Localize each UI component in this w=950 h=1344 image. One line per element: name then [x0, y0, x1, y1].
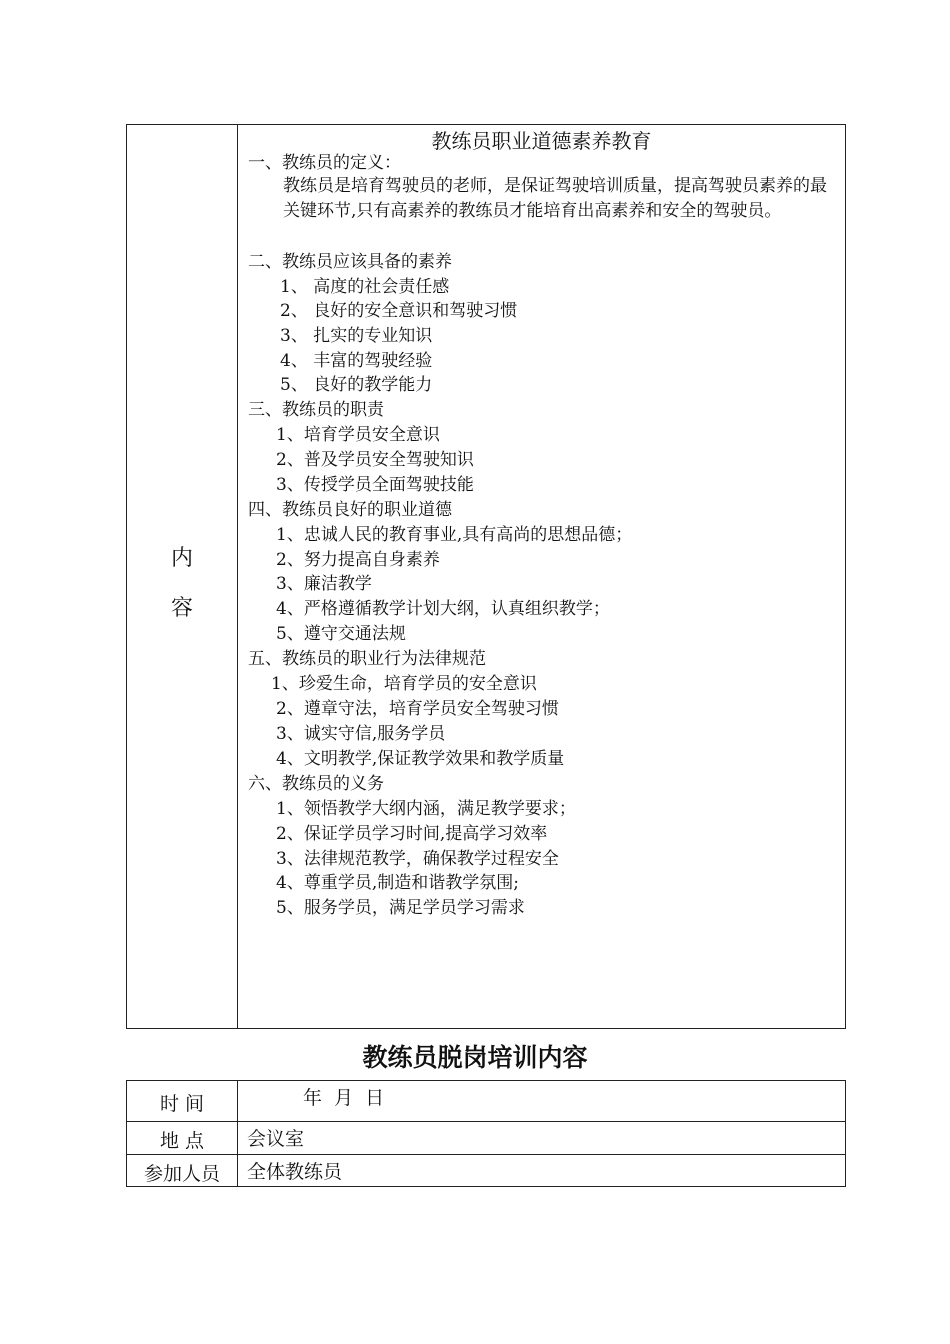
content-title: 教练员职业道德素养教育 [431, 129, 652, 153]
section-heading-6: 六、教练员的义务 [248, 774, 384, 794]
section-heading-2: 二、教练员应该具备的素养 [248, 252, 452, 272]
content-table [126, 124, 846, 1029]
label-char-1: 内 [170, 546, 193, 571]
list-item: 3、廉洁教学 [276, 574, 372, 594]
list-item: 4、文明教学,保证教学效果和教学质量 [276, 749, 565, 769]
list-item: 3、法律规范教学，确保教学过程安全 [276, 849, 559, 869]
info-table [126, 1080, 846, 1187]
list-item: 4、严格遵循教学计划大纲，认真组织教学； [276, 599, 610, 619]
location-value: 会议室 [247, 1128, 305, 1150]
list-item: 5、遵守交通法规 [276, 624, 406, 644]
list-item: 3、传授学员全面驾驶技能 [276, 475, 474, 495]
section-heading-4: 四、教练员良好的职业道德 [248, 500, 452, 520]
list-item: 1、领悟教学大纲内涵，满足教学要求； [276, 799, 576, 819]
list-item: 5、 良好的教学能力 [280, 375, 433, 395]
list-item: 1、 高度的社会责任感 [280, 277, 450, 297]
list-item: 5、服务学员，满足学员学习需求 [276, 898, 525, 918]
definition-paragraph: 教练员是培育驾驶员的老师，是保证驾驶培训质量，提高驾驶员素养的最关键环节,只有高素养的教练员才能培育出高素养和安全的驾驶员。 [283, 176, 827, 221]
participants-label: 参加人员 [143, 1163, 220, 1185]
table-row [127, 1122, 845, 1154]
page-title: 教练员脱岗培训内容 [362, 1043, 588, 1072]
section-heading-3: 三、教练员的职责 [248, 400, 384, 420]
table-row [127, 1081, 845, 1121]
time-label: 时 间 [159, 1093, 205, 1115]
location-label: 地 点 [159, 1130, 205, 1152]
content-cell [238, 125, 845, 1028]
list-item: 1、培育学员安全意识 [276, 425, 440, 445]
list-item: 2、努力提高自身素养 [276, 550, 440, 570]
list-item: 2、普及学员安全驾驶知识 [276, 450, 474, 470]
list-item: 2、保证学员学习时间,提高学习效率 [276, 824, 548, 844]
list-item: 4、尊重学员,制造和谐教学氛围; [276, 873, 519, 893]
participants-value: 全体教练员 [247, 1161, 343, 1183]
list-item: 1、珍爱生命，培育学员的安全意识 [271, 674, 537, 694]
list-item: 3、 扎实的专业知识 [280, 326, 433, 346]
time-value: 年 月 日 [303, 1087, 385, 1109]
list-item: 2、遵章守法，培育学员安全驾驶习惯 [276, 699, 559, 719]
section-heading-5: 五、教练员的职业行为法律规范 [248, 649, 486, 669]
label-char-2: 容 [170, 596, 193, 621]
list-item: 1、忠诚人民的教育事业,具有高尚的思想品德； [276, 525, 633, 545]
list-item: 2、 良好的安全意识和驾驶习惯 [280, 301, 518, 321]
list-item: 4、 丰富的驾驶经验 [280, 351, 433, 371]
section-heading-1: 一、教练员的定义： [248, 153, 401, 173]
table-row [127, 1155, 845, 1187]
list-item: 3、诚实守信,服务学员 [276, 724, 446, 744]
label-column [127, 125, 237, 1028]
